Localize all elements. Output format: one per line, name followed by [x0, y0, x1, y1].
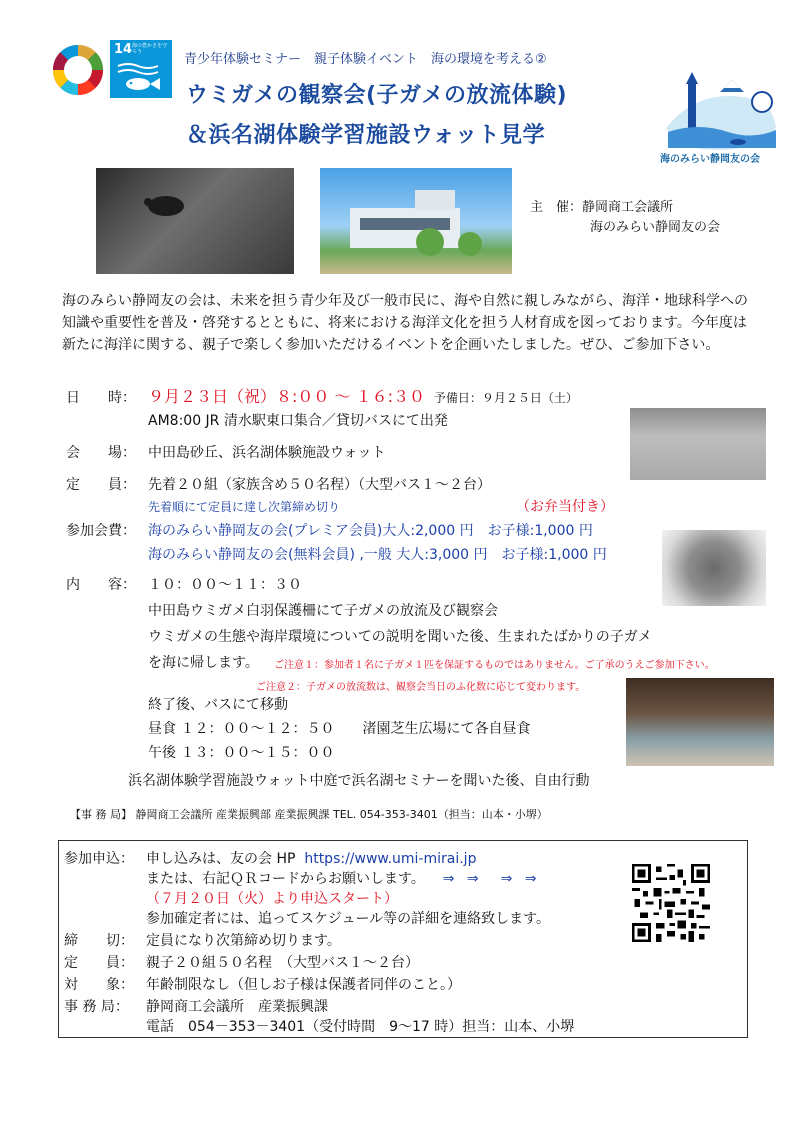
office-contact: 【事 務 局】 静岡商工会議所 産業振興部 産業振興課 TEL. 054-353-3401（担当：山本・小堺） [70, 808, 548, 821]
sdg14-badge [110, 40, 172, 98]
apply-line1: 申し込みは、友の会 HP [146, 851, 296, 867]
deadline-value: 定員になり次第締め切ります。 [146, 933, 341, 949]
sponsor-label: 主 催： [530, 200, 583, 215]
apply-office-row [64, 996, 328, 1016]
fee-line2: 海のみらい静岡友の会(無料会員) ,一般 大人:3,000 円 お子様:1,000 円 [148, 547, 607, 563]
date-label: 日 時： [66, 390, 136, 406]
deadline-row [64, 930, 341, 950]
deadline-label: 締 切： [64, 933, 134, 949]
apply-capacity-label: 定 員： [64, 955, 134, 971]
venue-row [66, 442, 385, 462]
fee-row [66, 520, 593, 540]
capacity-value: 先着２０組（家族含め５０名程）（大型バス１～２台） [148, 477, 491, 493]
capacity-label: 定 員： [66, 477, 136, 493]
venue-label: 会 場： [66, 445, 136, 461]
baby-turtles-beach-photo [630, 408, 766, 480]
capacity-note: 先着順にて定員に達し次第締め切り [148, 500, 341, 514]
arrow-icons: ⇒ ⇒ ⇒ ⇒ [442, 871, 541, 887]
watt-row: 浜名湖体験学習施設ウォット中庭で浜名湖セミナーを聞いた後、自由行動 [128, 773, 590, 789]
apply-line2: または、右記ＱＲコードからお願いします。 [146, 871, 425, 887]
content-time: １０：００～１１：３０ [148, 577, 302, 593]
date-value: ９月２３日（祝）８:００ ～ １６:３０ [148, 387, 425, 406]
turtle-eggs-photo [662, 530, 766, 606]
date-note: AM8:00 JR 清水駅東口集合／貸切バスにて出発 [148, 413, 448, 429]
date-reserve: 予備日：９月２５日（土） [433, 391, 578, 405]
aquarium-photo [626, 678, 774, 766]
target-value: 年齢制限なし（但しお子様は保護者同伴のこと。） [146, 977, 461, 993]
turtle-photo [96, 168, 294, 274]
content-1: 中田島ウミガメ白羽保護柵にて子ガメの放流及び観察会 [148, 603, 498, 619]
afternoon-row: 午後 １３：００～１５：００ [148, 745, 335, 761]
fee-label: 参加会費： [66, 523, 136, 539]
qr-code-icon[interactable] [632, 864, 710, 942]
caution-1: ご注意１：参加者１名に子ガメ１匹を保証するものではありません。ご了承のうえご参加下さい。 [274, 660, 715, 671]
apply-url-link[interactable]: https://www.umi-mirai.jp [304, 851, 477, 867]
date-row [66, 384, 578, 407]
sponsor-org1: 静岡商工会議所 [582, 200, 674, 215]
fish-icon [116, 60, 166, 94]
intro-paragraph: 海のみらい静岡友の会は、未来を担う青少年及び一般市民に、海や自然に親しみながら、海洋・地球科学への知識や重要性を普及・啓発するとともに、将来における海洋文化を担う人材育成を図っております。今年度は新たに海洋に関する、親子で楽しく参加いただけるイベントを企画いたしました。ぜひ、ご参加下さい。 [62, 293, 748, 353]
logo-label: 海のみらい静岡友の会 [660, 154, 760, 165]
content-3: を海に帰します。 [148, 655, 259, 671]
facility-photo [320, 168, 512, 274]
sponsor-org2: 海のみらい静岡友の会 [590, 220, 721, 235]
content-label: 内 容： [66, 577, 136, 593]
apply-line3: 参加確定者には、追ってスケジュール等の詳細を連絡致します。 [146, 911, 551, 927]
content-row [66, 574, 302, 594]
target-row [64, 974, 461, 994]
apply-office-value: 静岡商工会議所 産業振興課 [146, 999, 328, 1015]
apply-row [64, 848, 476, 868]
apply-capacity-value: 親子２０組５０名程 （大型バス１～２台） [146, 955, 419, 971]
title-line2: ＆浜名湖体験学習施設ウォット見学 [186, 123, 546, 148]
apply-start: （７月２０日（火）より申込スタート） [146, 891, 398, 907]
apply-office-label: 事 務 局： [64, 999, 129, 1015]
content-3-row [148, 652, 259, 672]
content-2: ウミガメの生態や海岸環境についての説明を聞いた後、生まれたばかりの子ガメ [148, 629, 652, 645]
sponsor-block [530, 198, 720, 238]
bento-note: （お弁当付き） [516, 499, 614, 515]
venue-value: 中田島砂丘、浜名湖体験施設ウォット [148, 445, 386, 461]
apply-label: 参加申込： [64, 851, 134, 867]
event-tagline: 青少年体験セミナー 親子体験イベント 海の環境を考える② [184, 52, 547, 67]
apply-line2-row [146, 868, 541, 888]
fee-line1: 海のみらい静岡友の会(プレミア会員)大人:2,000 円 お子様:1,000 円 [148, 523, 593, 539]
title-line1: ウミガメの観察会(子ガメの放流体験) [186, 83, 568, 108]
target-label: 対 象： [64, 977, 134, 993]
sdg14-number: 14 [114, 42, 133, 57]
apply-tel: 電話 054－353－3401（受付時間 9～17 時）担当：山本、小堺 [146, 1019, 575, 1035]
caution-2: ご注意２：子ガメの放流数は、観察会当日のふ化数に応じて変わります。 [256, 682, 586, 693]
sdg14-text: 海の豊かさを守ろう [132, 43, 168, 55]
after-note: 終了後、バスにて移動 [148, 697, 288, 713]
sdg-wheel-icon [52, 44, 104, 96]
capacity-row [66, 474, 491, 494]
lunch-row: 昼食 １２：００～１２：５０ 渚園芝生広場にて各自昼食 [148, 721, 531, 737]
apply-capacity-row [64, 952, 419, 972]
